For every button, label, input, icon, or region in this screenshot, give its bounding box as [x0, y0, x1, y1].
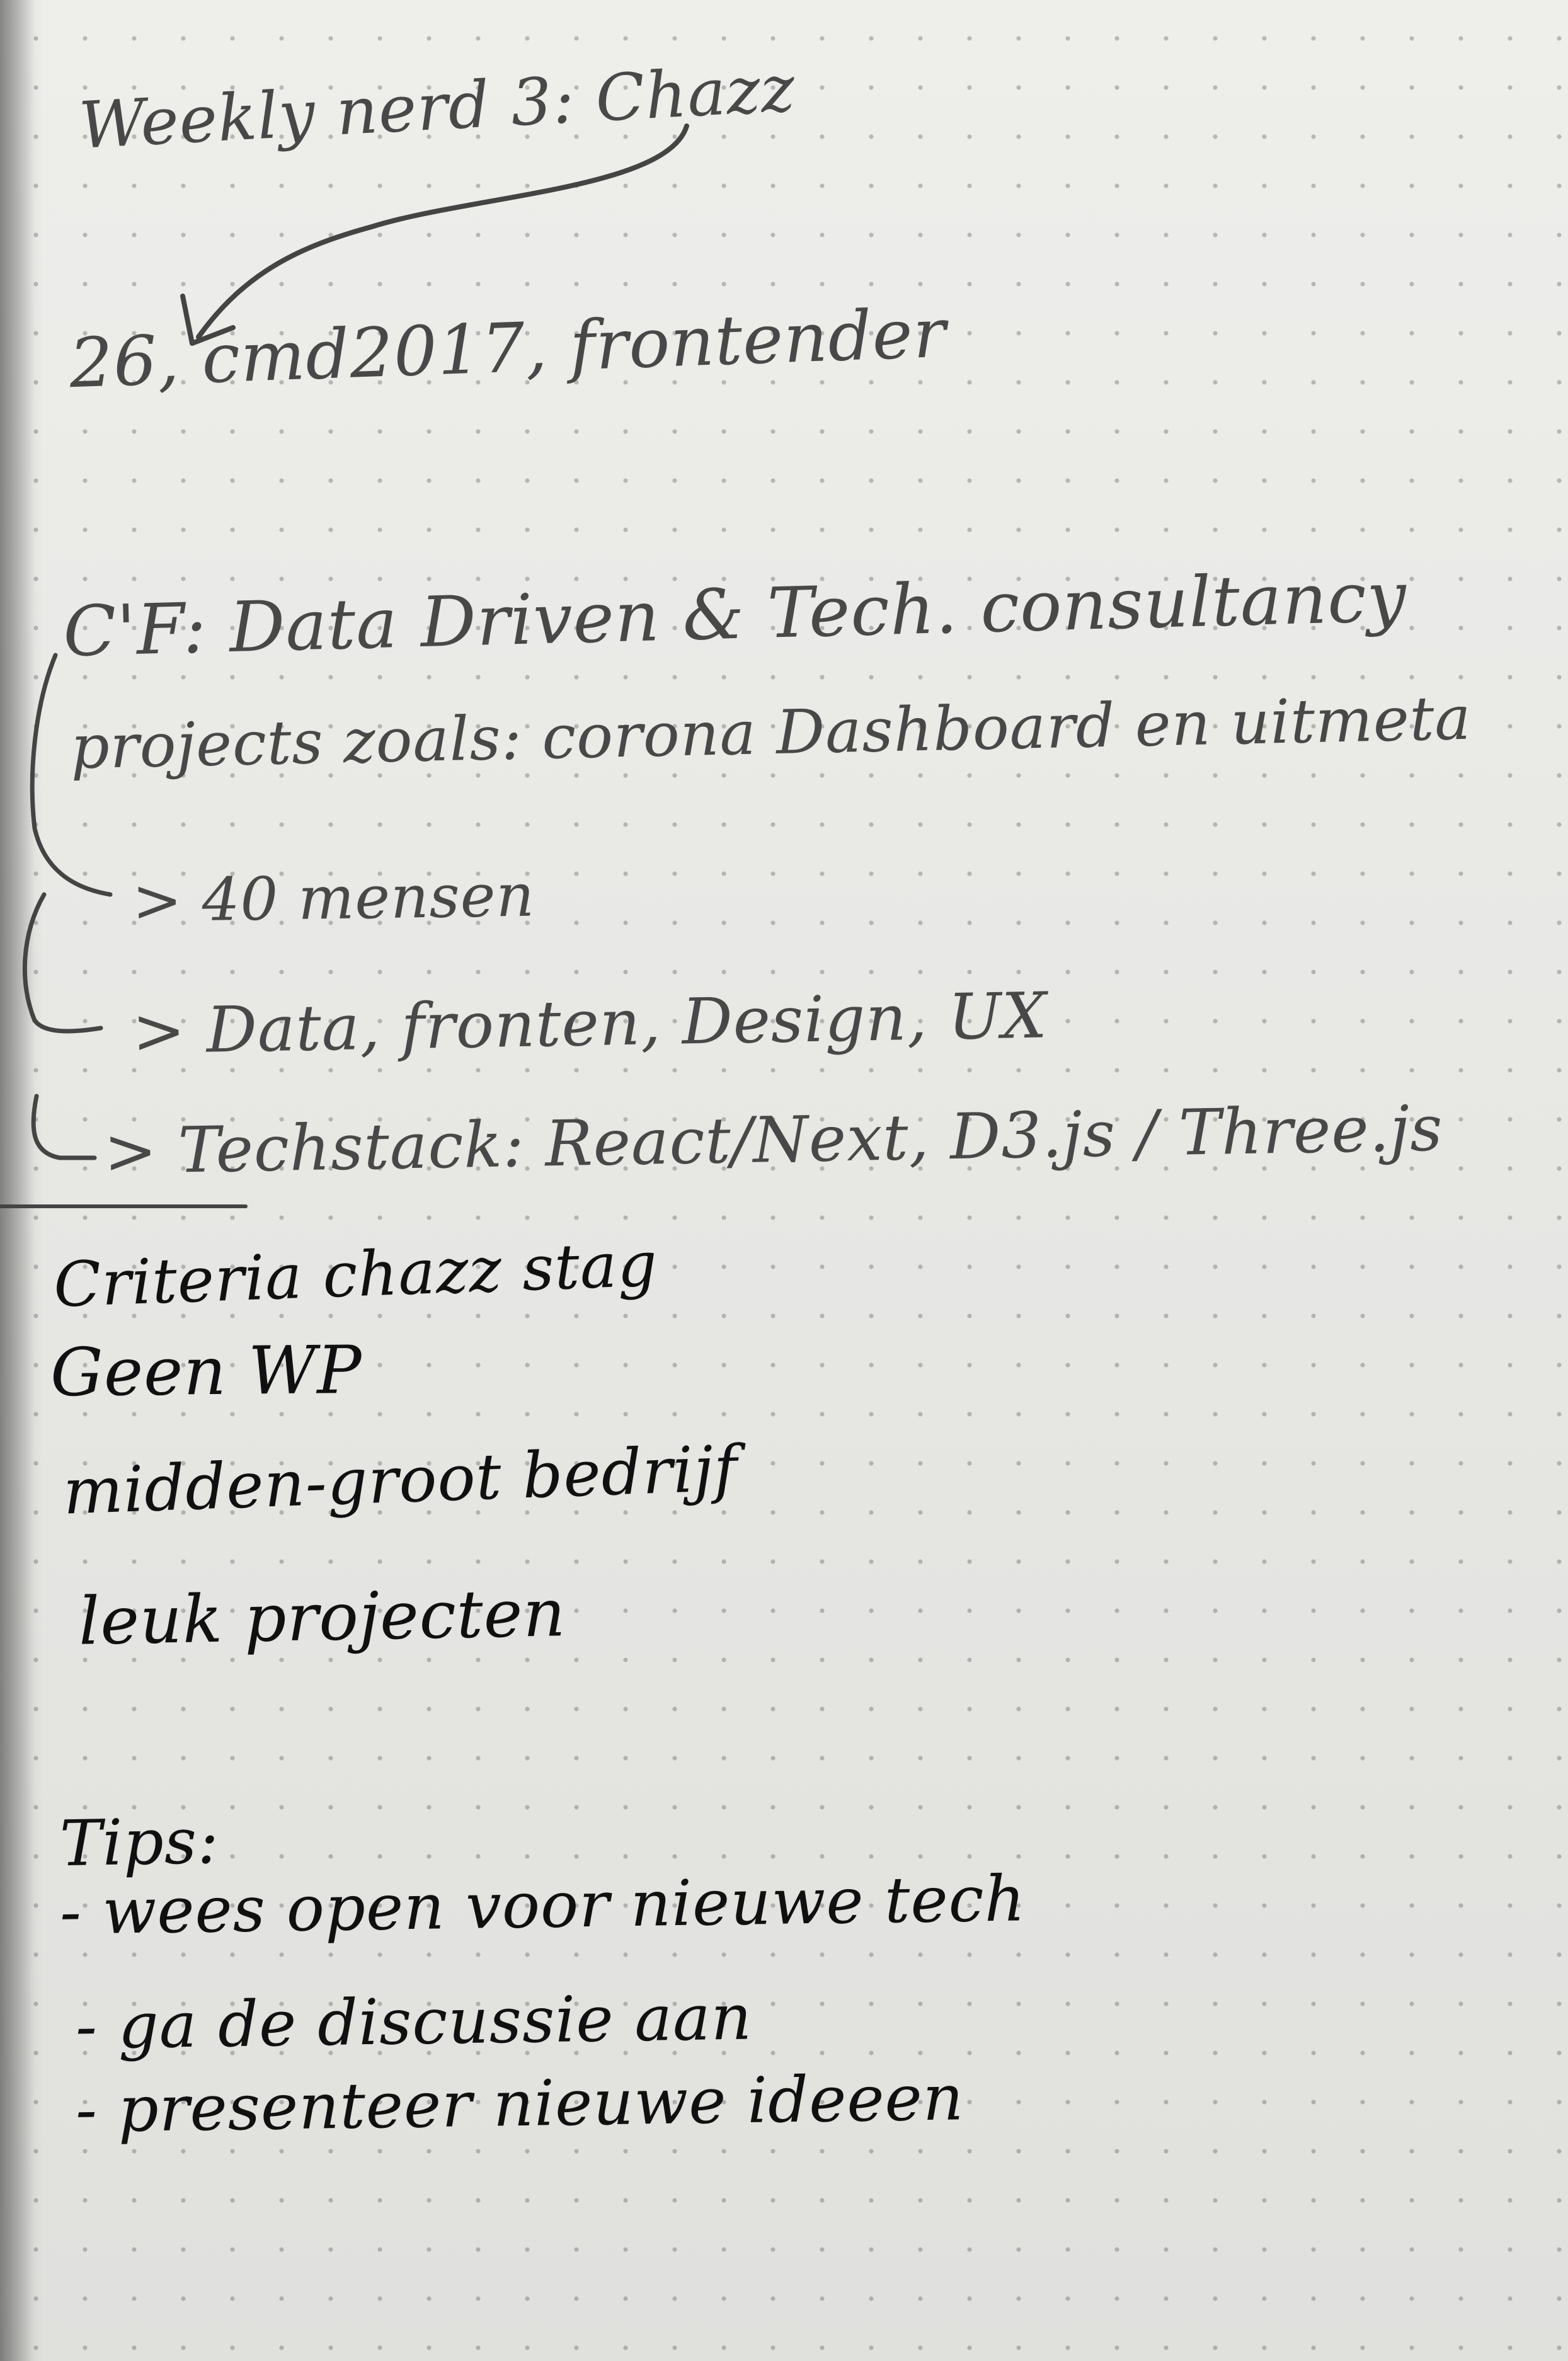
techstack-note: > Techstack: React/Next, D3.js / Three.js: [103, 1091, 1444, 1189]
tip-item: - ga de discussie aan: [75, 1980, 753, 2064]
page-edge-shadow: [0, 0, 35, 2361]
tips-heading: Tips:: [59, 1804, 220, 1881]
team-size-note: > 40 mensen: [132, 861, 535, 936]
techstack-hook: [33, 1096, 94, 1158]
criteria-item: Geen WP: [50, 1331, 363, 1412]
criteria-item: leuk projecten: [77, 1574, 567, 1660]
team-bracket: [25, 895, 101, 1031]
team-roles-note: > Data, fronten, Design, UX: [132, 978, 1048, 1068]
criteria-heading: Criteria chazz stag: [52, 1228, 659, 1322]
profile-note: 26, cmd2017, frontender: [68, 294, 948, 404]
projects-note: projects zoals: corona Dashboard en uitmeta: [70, 682, 1472, 783]
company-focus-note: C'F: Data Driven & Tech. consultancy: [62, 556, 1408, 672]
tip-item: - wees open voor nieuwe tech: [59, 1861, 1026, 1949]
tip-item: - presenteer nieuwe ideeen: [75, 2061, 964, 2147]
page-title: Weekly nerd 3: Chazz: [77, 51, 798, 164]
criteria-item: midden-groot bedrijf: [62, 1431, 740, 1529]
